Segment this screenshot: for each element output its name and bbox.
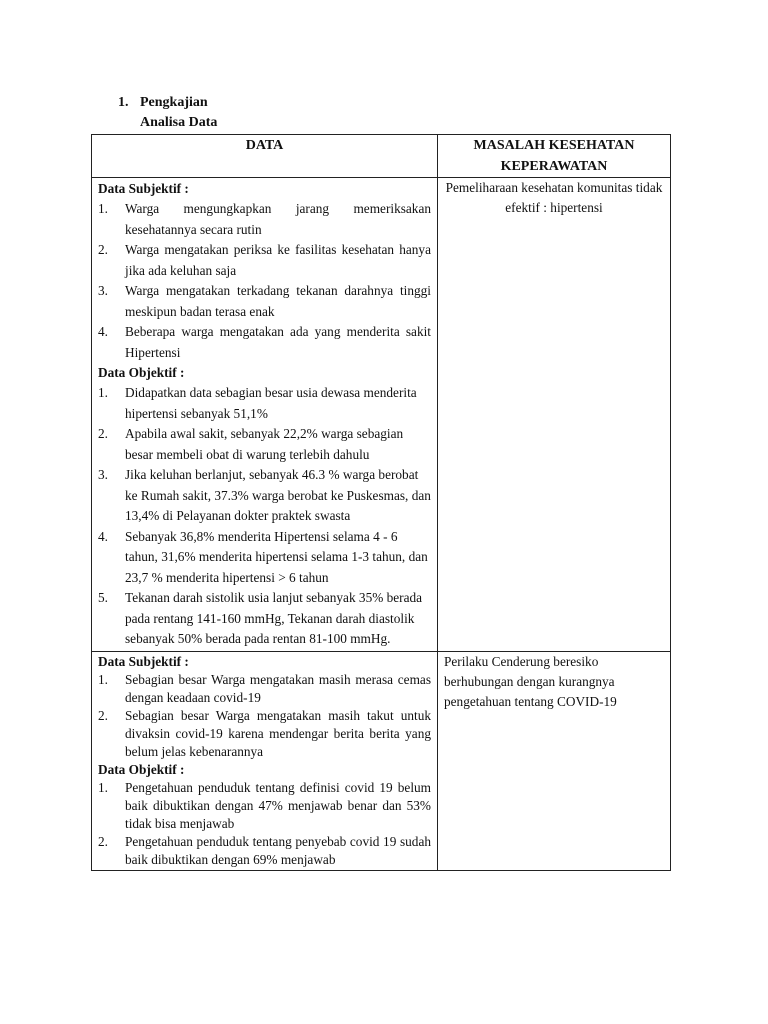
header-problem: MASALAH KESEHATAN KEPERAWATAN <box>438 135 671 178</box>
subjective-label: Data Subjektif : <box>98 653 189 669</box>
data-analysis-table <box>91 134 671 871</box>
list-item: 1. Sebagian besar Warga mengatakan masih merasa cemas dengan keadaan covid-19 <box>98 671 431 705</box>
list-item: 2. Apabila awal sakit, sebanyak 22,2% warga sebagian besar membeli obat di warung terlebih dahulu <box>98 426 404 462</box>
objective-list <box>98 779 431 869</box>
data-cell <box>92 651 438 870</box>
header-data: DATA <box>92 135 438 178</box>
list-item: 3. Jika keluhan berlanjut, sebanyak 46.3 % warga berobat ke Rumah sakit, 37.3% warga berobat ke Puskesmas, dan 13,4% di Pelayanan dokter praktek swasta <box>98 467 431 523</box>
list-item: 2. Warga mengatakan periksa ke fasilitas kesehatan hanya jika ada keluhan saja <box>98 242 431 278</box>
list-item: 2. Pengetahuan penduduk tentang penyebab covid 19 sudah baik dibuktikan dengan 69% menjawab <box>98 833 431 867</box>
section-title: Pengkajian <box>140 95 208 110</box>
problem-cell <box>438 178 671 652</box>
subjective-label: Data Subjektif : <box>98 181 189 196</box>
nursing-problem: Perilaku Cenderung beresiko berhubungan dengan kurangnya pengetahuan tentang COVID-19 <box>444 653 617 709</box>
section-heading <box>118 93 208 112</box>
section-number: 1. <box>118 95 129 110</box>
table-row <box>92 178 671 652</box>
table-row <box>92 651 671 870</box>
objective-list <box>98 383 431 650</box>
list-item: 1. Didapatkan data sebagian besar usia dewasa menderita hipertensi sebanyak 51,1% <box>98 385 417 421</box>
subjective-list <box>98 671 431 761</box>
problem-cell <box>438 651 671 870</box>
nursing-problem: Pemeliharaan kesehatan komunitas tidak efektif : hipertensi <box>445 180 663 215</box>
list-item: 4. Beberapa warga mengatakan ada yang menderita sakit Hipertensi <box>98 324 431 360</box>
list-item: 3. Warga mengatakan terkadang tekanan darahnya tinggi meskipun badan terasa enak <box>98 283 431 319</box>
objective-label: Data Objektif : <box>98 365 185 380</box>
list-item: 4. Sebanyak 36,8% menderita Hipertensi selama 4 - 6 tahun, 31,6% menderita hipertensi selama 1-3 tahun, dan 23,7 % menderita hipertensi > 6 tahun <box>98 528 428 585</box>
list-item: 1. Pengetahuan penduduk tentang definisi covid 19 belum baik dibuktikan dengan 47% menjawab benar dan 53% tidak bisa menjawab <box>98 779 431 831</box>
data-cell <box>92 178 438 652</box>
section-subtitle: Analisa Data <box>140 115 218 130</box>
list-item: 2. Sebagian besar Warga mengatakan masih takut untuk divaksin covid-19 karena mendengar berita berita yang belum jelas kebenarannya <box>98 707 431 759</box>
list-item: 5. Tekanan darah sistolik usia lanjut sebanyak 35% berada pada rentang 141-160 mmHg, Tekanan darah diastolik sebanyak 50% berada pada rentan 81-100 mmHg. <box>98 590 423 646</box>
objective-label: Data Objektif : <box>98 761 185 777</box>
subjective-list <box>98 199 431 363</box>
list-item: 1. Warga mengungkapkan jarang memeriksakan kesehatannya secara rutin <box>98 201 431 237</box>
